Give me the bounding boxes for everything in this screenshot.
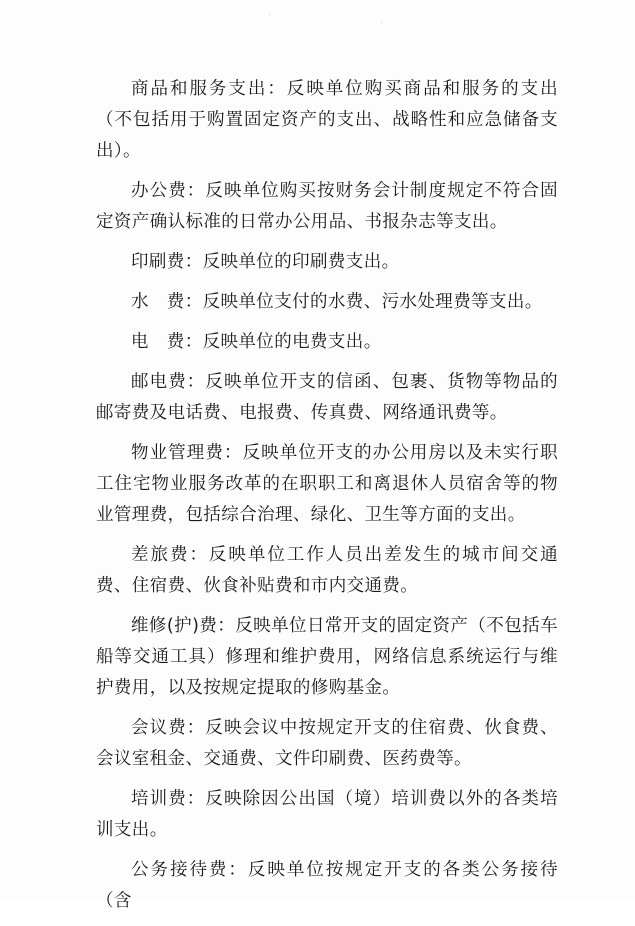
paragraph-goods-services: 商品和服务支出：反映单位购买商品和服务的支出（不包括用于购置固定资产的支出、战略性和应急储备支出）。 (96, 79, 558, 161)
document-body (96, 74, 558, 926)
paragraph-electricity-fee: 电 费：反映单位的电费支出。 (131, 332, 382, 352)
paragraph-meeting-fee: 会议费：反映会议中按规定开支的住宿费、伙食费、会议室租金、交通费、文件印刷费、医药费等。 (96, 718, 558, 769)
paragraph-property-management-fee: 物业管理费：反映单位开支的办公用房以及未实行职工住宅物业服务改革的在职职工和离退休人员宿舍等的物业管理费，包括综合治理、绿化、卫生等方面的支出。 (96, 443, 558, 525)
scan-artifact: · (380, 16, 384, 29)
paragraph-reception-fee: 公务接待费：反映单位按规定开支的各类公务接待（含 (96, 860, 558, 911)
paragraph-water-fee: 水 费：反映单位支付的水费、污水处理费等支出。 (131, 292, 543, 312)
paragraph-travel-expense: 差旅费：反映单位工作人员出差发生的城市间交通费、住宿费、伙食补贴费和市内交通费。 (96, 545, 558, 596)
paragraph-office-expense: 办公费：反映单位购买按财务会计制度规定不符合固定资产确认标准的日常办公用品、书报杂志等支出。 (96, 181, 558, 232)
paragraph-training-fee: 培训费：反映除因公出国（境）培训费以外的各类培训支出。 (96, 789, 558, 840)
paragraph-postal-telecom-fee: 邮电费：反映单位开支的信函、包裹、货物等物品的邮寄费及电话费、电报费、传真费、网络通讯费等。 (96, 372, 558, 423)
scan-artifact: · (268, 8, 272, 21)
paragraph-printing-fee: 印刷费：反映单位的印刷费支出。 (131, 252, 400, 272)
paragraph-maintenance-fee: 维修(护)费：反映单位日常开支的固定资产（不包括车船等交通工具）修理和维护费用，网络信息系统运行与维护费用，以及按规定提取的修购基金。 (96, 616, 558, 698)
